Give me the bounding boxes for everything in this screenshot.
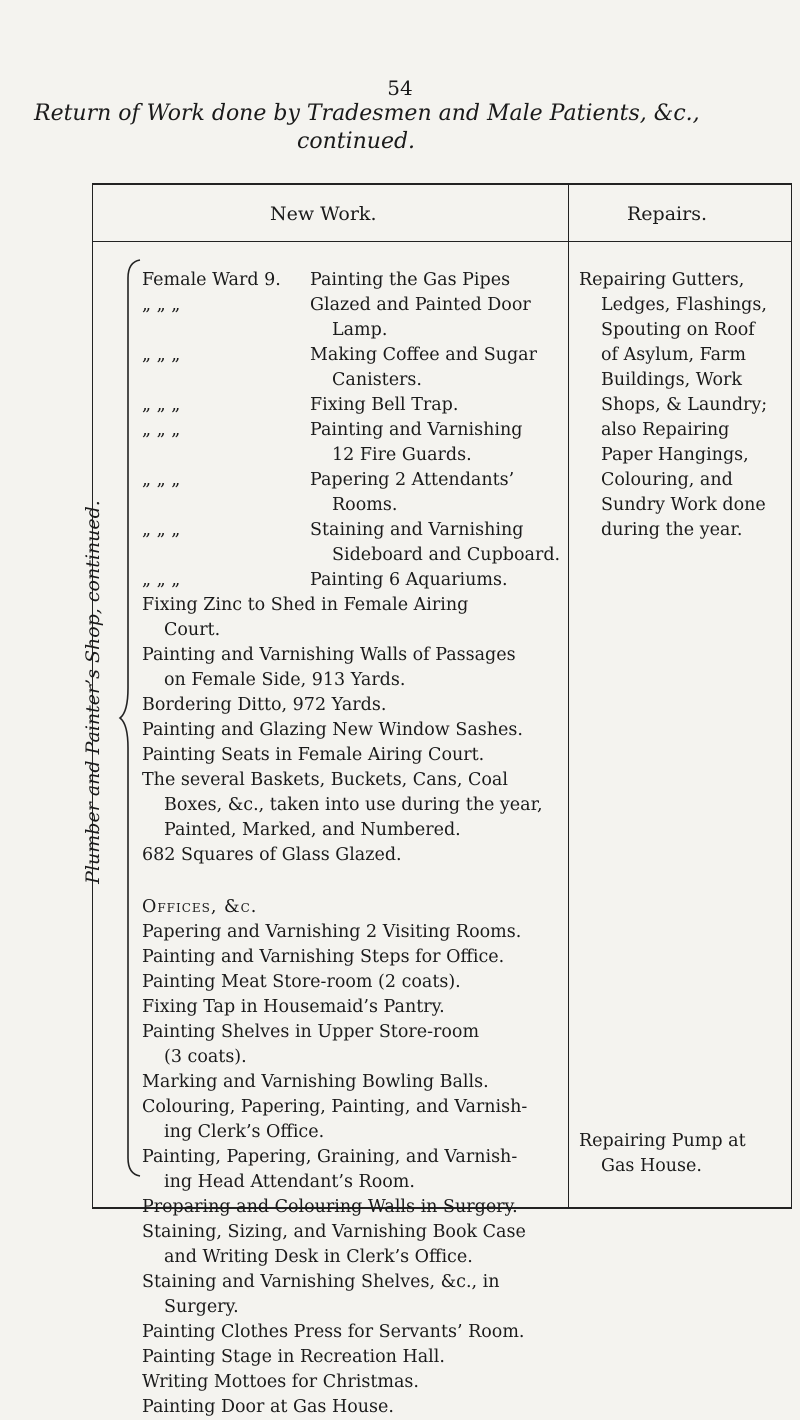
title-line-2: continued. — [297, 129, 416, 154]
ward-entry — [142, 418, 562, 468]
ward-label: „ „ „ — [142, 520, 181, 540]
repairs-line: Repairing Pump at — [579, 1131, 746, 1151]
ward-label: „ „ „ — [142, 470, 181, 490]
work-item-line: Colouring, Papering, Painting, and Varnish- — [142, 1097, 528, 1117]
repairs-header: Repairs. — [627, 203, 707, 225]
ward-work-line: Sideboard and Cupboard. — [332, 545, 561, 565]
work-item — [142, 920, 562, 945]
office-entries — [142, 920, 562, 1420]
offices-heading: Offices, &c. — [142, 897, 258, 917]
work-item-line: and Writing Desk in Clerk’s Office. — [164, 1247, 473, 1267]
ward-work-line: Staining and Varnishing — [310, 520, 524, 540]
work-item-line: Writing Mottoes for Christmas. — [142, 1372, 419, 1392]
ward-entry — [142, 268, 562, 293]
ward-work — [310, 393, 562, 418]
work-item — [142, 643, 562, 693]
work-item-line: Fixing Zinc to Shed in Female Airing — [142, 595, 469, 615]
work-item-line: Staining and Varnishing Shelves, &c., in — [142, 1272, 500, 1292]
repairs-line: Repairing Gutters, — [579, 270, 745, 290]
work-item — [142, 1220, 562, 1270]
work-item-line: Surgery. — [164, 1297, 239, 1317]
work-item-line: Preparing and Colouring Walls in Surgery. — [142, 1197, 518, 1217]
work-item-line: (3 coats). — [164, 1047, 247, 1067]
work-item-line: Staining, Sizing, and Varnishing Book Case — [142, 1222, 526, 1242]
ward-work-line: Painting and Varnishing — [310, 420, 523, 440]
repairs-line: Colouring, and — [601, 470, 733, 490]
ward-label: „ „ „ — [142, 345, 181, 365]
ward-work — [310, 518, 562, 568]
work-item-line: Painting Seats in Female Airing Court. — [142, 745, 485, 765]
work-item — [142, 1320, 562, 1345]
ward-work-line: Painting the Gas Pipes — [310, 270, 511, 290]
ward-entry — [142, 393, 562, 418]
new-work-column — [142, 268, 562, 1420]
work-item-line: ing Head Attendant’s Room. — [164, 1172, 415, 1192]
repairs-line: Spouting on Roof — [601, 320, 755, 340]
ward-work-line: 12 Fire Guards. — [332, 445, 472, 465]
repairs-line: Paper Hangings, — [601, 445, 749, 465]
work-item-line: Painting Stage in Recreation Hall. — [142, 1347, 445, 1367]
work-item-line: Painting Shelves in Upper Store-room — [142, 1022, 480, 1042]
ward-entry — [142, 468, 562, 518]
top-rule — [92, 183, 792, 185]
ward-work-line: Lamp. — [332, 320, 388, 340]
work-item — [142, 945, 562, 970]
repairs-line: of Asylum, Farm — [601, 345, 747, 365]
work-item — [142, 1195, 562, 1220]
work-item — [142, 593, 562, 643]
work-item — [142, 693, 562, 718]
work-item-line: Papering and Varnishing 2 Visiting Rooms. — [142, 922, 522, 942]
ward-entry — [142, 293, 562, 343]
work-item-line: Court. — [164, 620, 221, 640]
ward-label: „ „ „ — [142, 395, 181, 415]
new-work-header: New Work. — [270, 203, 377, 225]
work-item-line: 682 Squares of Glass Glazed. — [142, 845, 402, 865]
ward-work-line: Glazed and Painted Door — [310, 295, 531, 315]
work-item-line: Painting and Varnishing Walls of Passages — [142, 645, 516, 665]
ward-work-line: Painting 6 Aquariums. — [310, 570, 508, 590]
ward-work — [310, 343, 562, 393]
repairs-line: Sundry Work done — [601, 495, 766, 515]
repairs-line: Buildings, Work — [601, 370, 743, 390]
ward-work-line: Canisters. — [332, 370, 422, 390]
general-entries — [142, 593, 562, 868]
work-item-line: Bordering Ditto, 972 Yards. — [142, 695, 387, 715]
work-item — [142, 1270, 562, 1320]
work-item — [142, 1145, 562, 1195]
repairs-line: also Repairing — [601, 420, 730, 440]
work-item-line: Painting, Papering, Graining, and Varnish- — [142, 1147, 518, 1167]
work-item-line: Boxes, &c., taken into use during the year, — [164, 795, 543, 815]
work-item-line: Marking and Varnishing Bowling Balls. — [142, 1072, 489, 1092]
ward-work-line: Papering 2 Attendants’ — [310, 470, 515, 490]
ward-work-line: Making Coffee and Sugar — [310, 345, 537, 365]
repairs-line: Shops, & Laundry; — [601, 395, 768, 415]
work-item-line: Fixing Tap in Housemaid’s Pantry. — [142, 997, 445, 1017]
ward-entry — [142, 343, 562, 393]
ward-label: „ „ „ — [142, 570, 181, 590]
work-item — [142, 1370, 562, 1395]
ward-entry — [142, 568, 562, 593]
ward-work-line: Rooms. — [332, 495, 398, 515]
work-item-line: Painting and Varnishing Steps for Office. — [142, 947, 505, 967]
work-item — [142, 1095, 562, 1145]
ward-label: „ „ „ — [142, 420, 181, 440]
header-rule — [92, 241, 792, 242]
ward-work — [310, 418, 562, 468]
page-title — [34, 100, 700, 156]
side-label: Plumber and Painter’s Shop, continued. — [82, 500, 104, 884]
work-item-line: Painting Clothes Press for Servants’ Room. — [142, 1322, 525, 1342]
ward-work — [310, 293, 562, 343]
work-item-line: Painting Meat Store-room (2 coats). — [142, 972, 461, 992]
repairs-line: during the year. — [601, 520, 743, 540]
work-item-line: Painting Door at Gas House. — [142, 1397, 394, 1417]
work-item-line: The several Baskets, Buckets, Cans, Coal — [142, 770, 508, 790]
ward-work — [310, 268, 562, 293]
work-item-line: ing Clerk’s Office. — [164, 1122, 325, 1142]
ward-label: „ „ „ — [142, 295, 181, 315]
page-number: 54 — [387, 76, 413, 100]
work-item — [142, 1395, 562, 1420]
work-item — [142, 1345, 562, 1370]
repairs-line: Gas House. — [601, 1156, 702, 1176]
ward-entries — [142, 268, 562, 593]
ward-label: Female Ward 9. — [142, 270, 281, 290]
repairs-block-1 — [579, 268, 797, 543]
repairs-line: Ledges, Flashings, — [601, 295, 767, 315]
work-item-line: Painted, Marked, and Numbered. — [164, 820, 461, 840]
work-item — [142, 970, 562, 995]
column-divider — [568, 183, 569, 1208]
repairs-block-2 — [579, 1129, 797, 1179]
work-item — [142, 743, 562, 768]
work-item-line: on Female Side, 913 Yards. — [164, 670, 406, 690]
work-item — [142, 995, 562, 1020]
ward-entry — [142, 518, 562, 568]
ward-work-line: Fixing Bell Trap. — [310, 395, 459, 415]
ward-work — [310, 468, 562, 518]
work-item — [142, 1070, 562, 1095]
ward-work — [310, 568, 562, 593]
work-item — [142, 1020, 562, 1070]
work-item — [142, 718, 562, 743]
work-item — [142, 843, 562, 868]
title-line-1: Return of Work done by Tradesmen and Male Patients, &c., — [34, 101, 700, 126]
work-item — [142, 768, 562, 843]
work-item-line: Painting and Glazing New Window Sashes. — [142, 720, 523, 740]
